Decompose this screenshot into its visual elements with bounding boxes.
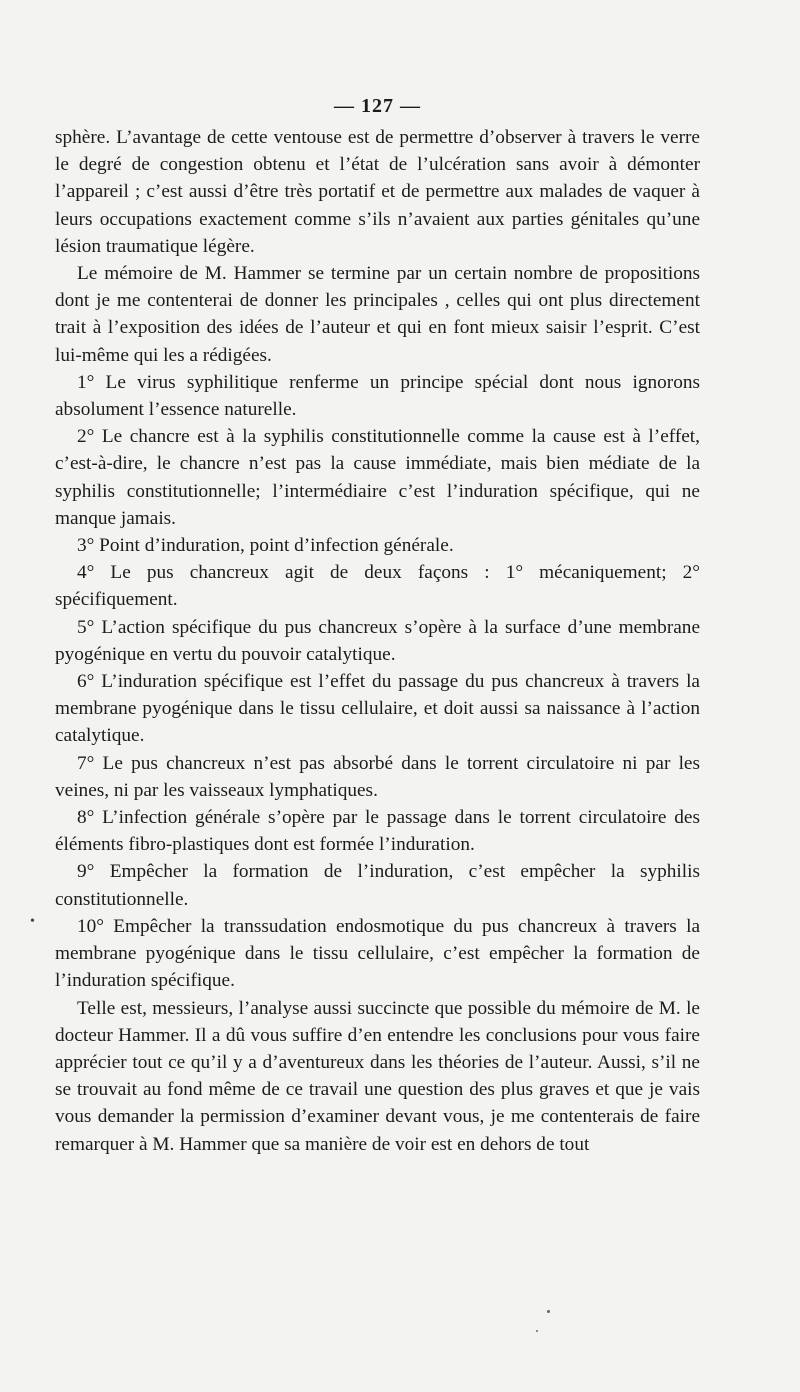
- paragraph: 4° Le pus chancreux agit de deux façons : 1° mécaniquement; 2° spécifiquement.: [55, 562, 700, 611]
- print-speck: [536, 1330, 538, 1332]
- paragraph: 5° L’action spécifique du pus chancreux s’opère à la surface d’une membrane pyogénique en vertu du pouvoir catalytique.: [55, 616, 700, 665]
- paragraph: 3° Point d’induration, point d’infection générale.: [77, 535, 454, 557]
- paragraph: sphère. L’avantage de cette ventouse est de permettre d’observer à travers le verre le degré de congestion obtenu et l’état de l’ulcération sans avoir à démonter l’appareil ; c’est aussi d’être très portatif et de permettre aux malades de vaquer à leurs occupations exactement comme s’ils n’avaient aux parties génitales qu’une lésion traumatique légère.: [55, 127, 700, 257]
- paragraph: Le mémoire de M. Hammer se termine par un certain nombre de propositions dont je me contenterai de donner les principales , celles qui ont plus directement trait à l’exposition des idées de l’auteur et qui en font mieux saisir l’esprit. C’est lui-même qui les a rédigées.: [55, 263, 700, 366]
- paragraph: 6° L’induration spécifique est l’effet du passage du pus chancreux à travers la membrane pyogénique dans le tissu cellulaire, et doit aussi sa naissance à l’action catalytique.: [55, 671, 700, 747]
- paragraph: Telle est, messieurs, l’analyse aussi succincte que possible du mémoire de M. le docteur Hammer. Il a dû vous suffire d’en entendre les conclusions pour vous faire apprécier tout ce qu’il y a d’aventureux dans les théories de l’auteur. Aussi, s’il ne se trouvait au fond même de ce travail une question des plus graves et que je vais vous demander la permission d’examiner devant vous, je me contenterais de faire remarquer à M. Hammer que sa manière de voir est en dehors de tout: [55, 997, 700, 1155]
- paragraph: 9° Empêcher la formation de l’induration, c’est empêcher la syphilis constitutionnelle.: [55, 861, 700, 910]
- page-number: — 127 —: [334, 95, 421, 117]
- paragraph: 8° L’infection générale s’opère par le passage dans le torrent circulatoire des éléments fibro-plastiques dont est formée l’induration.: [55, 807, 700, 856]
- paragraph: 10° Empêcher la transsudation endosmotique du pus chancreux à travers la membrane pyogénique dans le tissu cellulaire, c’est empêcher la formation de l’induration spécifique.: [55, 915, 700, 992]
- text-column: [55, 124, 700, 1158]
- print-speck: [547, 1310, 550, 1313]
- page-body: [55, 92, 700, 1158]
- paragraph: 1° Le virus syphilitique renferme un principe spécial dont nous ignorons absolument l’essence naturelle.: [55, 371, 700, 421]
- margin-mark: •: [30, 914, 35, 929]
- paragraph: 7° Le pus chancreux n’est pas absorbé dans le torrent circulatoire ni par les veines, ni par les vaisseaux lymphatiques.: [55, 752, 700, 801]
- paragraph: 2° Le chancre est à la syphilis constitutionnelle comme la cause est à l’effet, c’est-à-dire, le chancre n’est pas la cause immédiate, mais bien médiate de la syphilis constitutionnelle; l’intermédiaire c’est l’induration spécifique, qui ne manque jamais.: [55, 426, 700, 529]
